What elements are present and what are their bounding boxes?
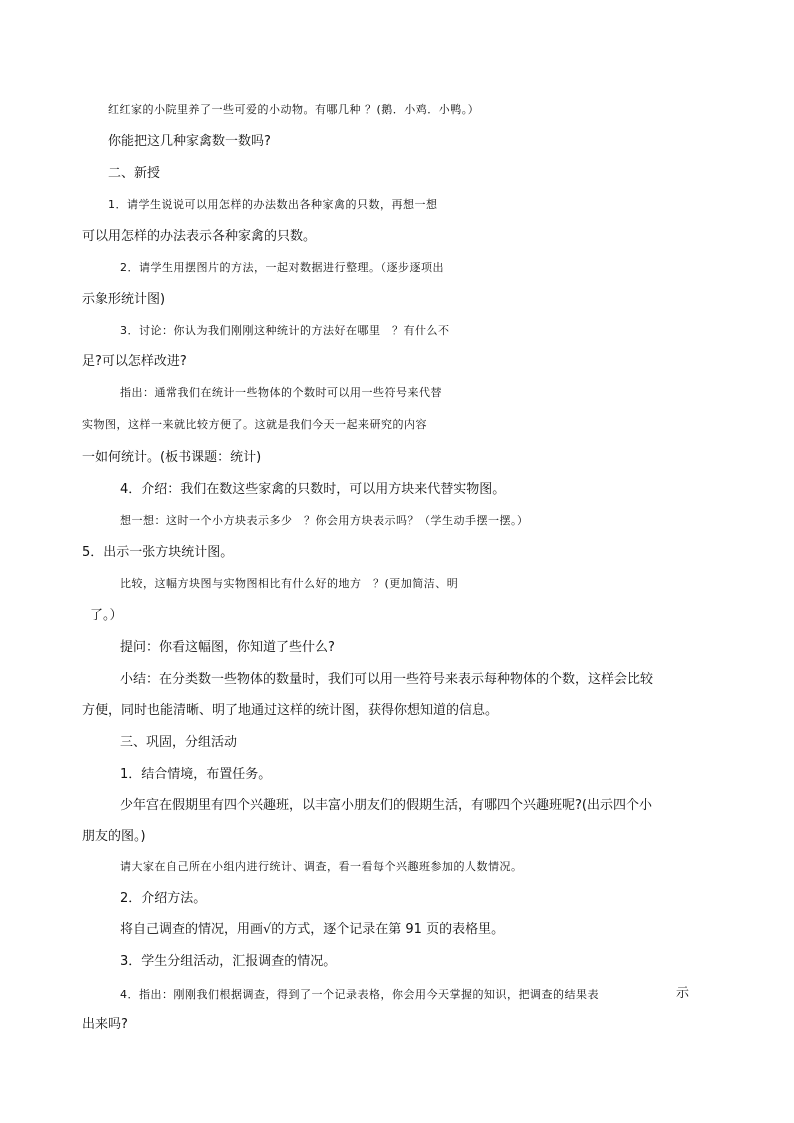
text-line: 可以用怎样的办法表示各种家禽的只数。 (82, 229, 317, 244)
section-heading: 二、新授 (108, 166, 161, 181)
text-line: 了。） (90, 608, 123, 623)
text-line: 一如何统计。(板书课题：统计) (82, 450, 262, 465)
text-line: 示象形统计图) (82, 292, 166, 307)
text-line: 将自己调查的情况，用画√的方式，逐个记录在第 91 页的表格里。 (120, 922, 505, 937)
text-line: 比较，这幅方块图与实物图相比有什么好的地方 ？(更加简洁、明 (120, 577, 459, 590)
text-line: 2．介绍方法。 (120, 891, 207, 906)
text-line: 示 (676, 986, 690, 1001)
text-line: 想一想：这时一个小方块表示多少 ？你会用方块表示吗？（学生动手摆一摆。） (120, 514, 529, 527)
text-line: 5．出示一张方块统计图。 (82, 545, 234, 560)
text-line: 3．学生分组活动，汇报调查的情况。 (120, 954, 337, 969)
text-line: 足?可以怎样改进? (82, 354, 187, 369)
text-line: 指出：通常我们在统计一些物体的个数时可以用一些符号来代替 (120, 386, 442, 399)
text-line: 你能把这几种家禽数一数吗? (108, 134, 271, 149)
text-line: 红红家的小院里养了一些可爱的小动物。有哪几种 ？(鹅．小鸡．小鸭。） (108, 103, 480, 116)
text-line: 4．介绍：我们在数这些家禽的只数时，可以用方块来代替实物图。 (120, 482, 506, 497)
text-line: 出来吗? (82, 1017, 128, 1032)
text-line: 提问：你看这幅图，你知道了些什么? (120, 640, 335, 655)
text-line: 小结：在分类数一些物体的数量时，我们可以用一些符号来表示每种物体的个数，这样会比较 (120, 672, 654, 687)
text-line: 朋友的图。) (82, 829, 146, 844)
section-heading: 三、巩固，分组活动 (120, 735, 238, 750)
text-line: 实物图，这样一来就比较方便了。这就是我们今天一起来研究的内容 (82, 418, 427, 431)
text-line: 3．讨论：你认为我们刚刚这种统计的方法好在哪里 ？有什么不 (120, 324, 450, 337)
text-line: 4．指出：刚刚我们根据调查，得到了一个记录表格，你会用今天掌握的知识，把调查的结果表 (120, 988, 599, 1001)
text-line: 2．请学生用摆图片的方法，一起对数据进行整理。（逐步逐项出 (120, 261, 444, 274)
text-line: 1．结合情境，布置任务。 (120, 767, 272, 782)
text-line: 请大家在自己所在小组内进行统计、调查，看一看每个兴趣班参加的人数情况。 (120, 860, 523, 873)
text-line: 1．请学生说说可以用怎样的办法数出各种家禽的只数，再想一想 (108, 198, 438, 211)
text-line: 方便，同时也能清晰、明了地通过这样的统计图，获得你想知道的信息。 (82, 703, 499, 718)
text-line: 少年宫在假期里有四个兴趣班，以丰富小朋友们的假期生活，有哪四个兴趣班呢?(出示四个小 (120, 798, 652, 813)
